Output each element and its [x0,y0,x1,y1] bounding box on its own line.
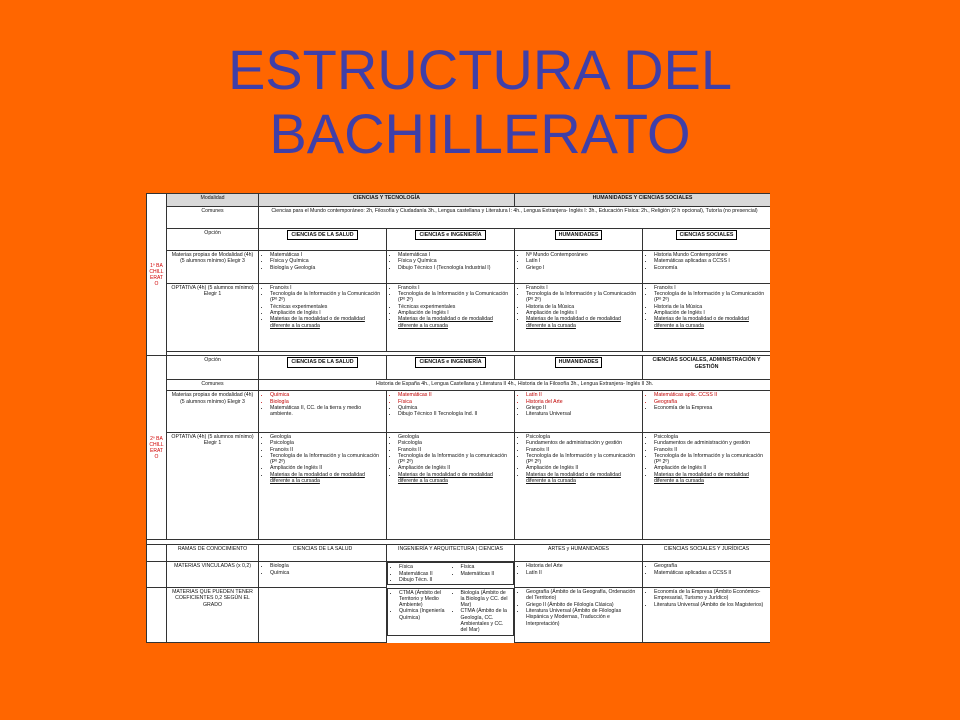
second-year-side-label: 2º BACHILLERATO [147,356,167,540]
list-item: • Técnicas experimentales [270,304,384,310]
list-item: • Química (Ingeniería Química) [399,608,450,621]
list-item: • Materias de la modalidad o de modalidad diferente a la cursada [270,316,384,329]
optativas-1-humanidades [515,283,643,351]
optativas-2-ingenieria [387,433,515,540]
list-item: • Matemáticas II [399,571,450,577]
optativas-2-sociales [643,433,770,540]
list-item: • Ampliación de Inglés II [398,465,512,471]
list-item: • Griego II [526,405,640,411]
comunes-label-2: Comunes [167,380,259,391]
optativas-2-salud [259,433,387,540]
list-item: • Psicología [654,434,768,440]
list-item: • Griego II (Ámbito de Filología Clásica) [526,602,640,608]
list-item: • Latín I [526,258,640,264]
option-1-salud: CIENCIAS DE LA SALUD [259,229,387,251]
list-item: • Tecnología de la Información y la comunicación (Pº 2º) [398,453,512,466]
list-item: • Ampliación de Inglés I [398,310,512,316]
list-item: • Francés II [654,447,768,453]
list-item: • Materias de la modalidad o de modalidad diferente a la cursada [526,316,640,329]
modalidad-label: Modalidad [167,194,259,207]
list-item: • Historia del Arte [526,399,640,405]
vinculadas-ingenieria-ciencias [387,562,514,585]
list-item: • Psicología [398,440,512,446]
list-item: • Psicología [526,434,640,440]
list-item: • Economía de la Empresa (Ámbito Económico-Empresarial, Turismo y Jurídico) [654,589,768,602]
list-item: • Biología [270,399,384,405]
modalidad-ciencias: CIENCIAS Y TECNOLOGÍA [259,194,515,207]
list-item: • Tecnología de la Información y la Comunicación (Pº 2º) [526,291,640,304]
list-item: • Tecnología de la Información y la comunicación (Pº 2º) [270,453,384,466]
list-item: • Materias de la modalidad o de modalidad diferente a la cursada [270,472,384,485]
opcion-label-2: Opción [167,356,259,380]
coef-sociales [643,588,770,643]
list-item: • Tecnología de la Información y la comunicación (Pº 2º) [654,453,768,466]
option-2-ingenieria: CIENCIAS e INGENIERÍA [387,356,515,380]
list-item: • Matemáticas aplicadas a CCSS I [654,258,768,264]
list-item: • Física [461,564,512,570]
slide-title-line-2: BACHILLERATO [269,102,691,165]
list-item: • Francés I [654,285,768,291]
optativa-label-1: OPTATIVA (4h) (5 alumnos mínimo) Elegir 1 [167,283,259,351]
list-item: • Física y Química [270,258,384,264]
propias-1-humanidades [515,251,643,284]
list-item: • Literatura Universal [526,411,640,417]
propias-2-ingenieria [387,391,515,433]
list-item: • Materias de la modalidad o de modalidad diferente a la cursada [654,316,768,329]
list-item: • Geología [398,434,512,440]
list-item: • Técnicas experimentales [398,304,512,310]
list-item: • Materias de la modalidad o de modalidad diferente a la cursada [526,472,640,485]
list-item: • Ampliación de Inglés II [526,465,640,471]
list-item: • Psicología [270,440,384,446]
list-item: • Matemáticas I [398,252,512,258]
modalidad-humanidades: HUMANIDADES Y CIENCIAS SOCIALES [515,194,770,207]
list-item: • Tecnología de la Información y la Comunicación (Pº 2º) [270,291,384,304]
list-item: • Matemáticas II [461,571,512,577]
list-item: • Ampliación de Inglés I [526,310,640,316]
list-item: • CTMA (Ámbito del Territorio y Medio Ambiente) [399,590,450,609]
list-item: • Física y Química [398,258,512,264]
list-item: • Latín II [526,392,640,398]
propias-2-humanidades [515,391,643,433]
list-item: • Materias de la modalidad o de modalidad diferente a la cursada [654,472,768,485]
rama-salud: CIENCIAS DE LA SALUD [259,544,387,562]
list-item: • Francés II [526,447,640,453]
option-2-sociales: CIENCIAS SOCIALES, ADMINISTRACIÓN Y GESTIÓN [643,356,770,380]
list-item: • Francés II [398,447,512,453]
list-item: • Biología y Geología [270,265,384,271]
vinculadas-label: MATERIAS VINCULADAS (x 0,2) [167,562,259,588]
list-item: • Química [270,392,384,398]
option-2-humanidades: HUMANIDADES [515,356,643,380]
list-item: • Ampliación de Inglés II [654,465,768,471]
list-item: • Economía [654,265,768,271]
list-item: • Francés II [270,447,384,453]
optativas-1-ingenieria [387,283,515,351]
list-item: • Literatura Universal (Ámbito de los Magisterios) [654,602,768,608]
list-item: • Economía de la Empresa [654,405,768,411]
vinculadas-salud [259,562,387,588]
list-item: • Biología (Ámbito de la Biología y CC. del Mar) [461,590,512,609]
list-item: • Historia del Arte [526,563,640,569]
list-item: • Francés I [398,285,512,291]
slide-title [0,38,960,166]
list-item: • Geografía [654,563,768,569]
option-1-sociales: CIENCIAS SOCIALES [643,229,770,251]
list-item: • Geografía [654,399,768,405]
list-item: • Ampliación de Inglés II [270,465,384,471]
first-year-side-label: 1º BACHILLERATO [147,194,167,356]
ramas-label: RAMAS DE CONOCIMIENTO [167,544,259,562]
option-1-humanidades: HUMANIDADES [515,229,643,251]
list-item: • Química [398,405,512,411]
list-item: • Geología [270,434,384,440]
list-item: • Matemáticas aplic. CCSS II [654,392,768,398]
list-item: • Fundamentos de administración y gestión [654,440,768,446]
propias-label-2: Materias propias de modalidad (4h) (5 alumnos mínimo) Elegir 3 [167,391,259,433]
propias-1-sociales [643,251,770,284]
list-item: • Historia de la Música [526,304,640,310]
option-2-salud: CIENCIAS DE LA SALUD [259,356,387,380]
list-item: • Dibujo Técn. II [399,577,450,583]
list-item: • Ampliación de Inglés I [270,310,384,316]
comunes-text-1: Ciencias para el Mundo contemporáneo: 2h, Filosofía y Ciudadanía 3h., Lengua castellana y Literatura I: 4h., Lengua Extranjera- Inglés I: 3h., Educación Física: 2h., Religión (2 h opcional), Tutoría (no presencial) [259,207,771,229]
list-item: • Historia Mundo Contemporáneo [654,252,768,258]
optativas-1-salud [259,283,387,351]
bachillerato-structure-table [146,193,770,643]
list-item: • Química [270,570,384,576]
vinculadas-artes [515,562,643,588]
comunes-text-2: Historia de España 4h., Lengua Castellana y Literatura II 4h., Historia de la Filosofía 3h., Lengua Extranjera- Inglés II 3h. [259,380,771,391]
coef-salud [259,588,387,643]
list-item: • Griego I [526,265,640,271]
propias-label-1: Materias propias de Modalidad (4h) (5 alumnos mínimo) Elegir 3 [167,251,259,284]
list-item: • Francés I [526,285,640,291]
coef-ingenieria-ciencias [387,588,514,636]
slide-title-line-1: ESTRUCTURA DEL [227,38,733,101]
propias-2-sociales [643,391,770,433]
list-item: • Francés I [270,285,384,291]
list-item: • Física [398,399,512,405]
rama-artes: ARTES y HUMANIDADES [515,544,643,562]
list-item: • Latín II [526,570,640,576]
list-item: • Matemáticas aplicadas a CCSS II [654,570,768,576]
list-item: • Dibujo Técnico I (Tecnología Industrial I) [398,265,512,271]
list-item: • Tecnología de la Información y la Comunicación (Pº 2º) [398,291,512,304]
list-item: • Historia de la Música [654,304,768,310]
propias-1-salud [259,251,387,284]
list-item: • Tecnología de la Información y la Comunicación (Pº 2º) [654,291,768,304]
list-item: • Biología [270,563,384,569]
list-item: • Matemáticas I [270,252,384,258]
list-item: • Literatura Universal (Ámbito de Filologías Hispánica y Modernas, Traducción e Interpretación) [526,608,640,627]
rama-ingenieria: INGENIERÍA Y ARQUITECTURA | CIENCIAS [387,544,515,562]
list-item: • Materias de la modalidad o de modalidad diferente a la cursada [398,316,512,329]
coef-artes [515,588,643,643]
list-item: • Ampliación de Inglés I [654,310,768,316]
list-item: • Nª Mundo Contemporáneo [526,252,640,258]
propias-2-salud [259,391,387,433]
vinculadas-sociales [643,562,770,588]
option-1-ingenieria: CIENCIAS e INGENIERÍA [387,229,515,251]
list-item: • Física [399,564,450,570]
coef-label: MATERIAS QUE PUEDEN TENER COEFICIENTES 0,2 SEGÚN EL GRADO [167,588,259,643]
list-item: • Matemáticas II [398,392,512,398]
list-item: • Tecnología de la Información y la comunicación (Pº 2º) [526,453,640,466]
list-item: • Dibujo Técnico II Tecnología Ind. II [398,411,512,417]
list-item: • Fundamentos de administración y gestión [526,440,640,446]
optativas-2-humanidades [515,433,643,540]
list-item: • Materias de la modalidad o de modalidad diferente a la cursada [398,472,512,485]
optativa-label-2: OPTATIVA (4h) (5 alumnos mínimo) Elegir 1 [167,433,259,540]
opcion-label-1: Opción [167,229,259,251]
comunes-label-1: Comunes [167,207,259,229]
optativas-1-sociales [643,283,770,351]
list-item: • CTMA (Ámbito de la Geología, CC. Ambientales y CC. del Mar) [461,608,512,633]
rama-sociales: CIENCIAS SOCIALES Y JURÍDICAS [643,544,770,562]
list-item: • Matemáticas II, CC. de la tierra y medio ambiente. [270,405,384,418]
propias-1-ingenieria [387,251,515,284]
list-item: • Geografía (Ámbito de la Geografía, Ordenación del Territorio) [526,589,640,602]
